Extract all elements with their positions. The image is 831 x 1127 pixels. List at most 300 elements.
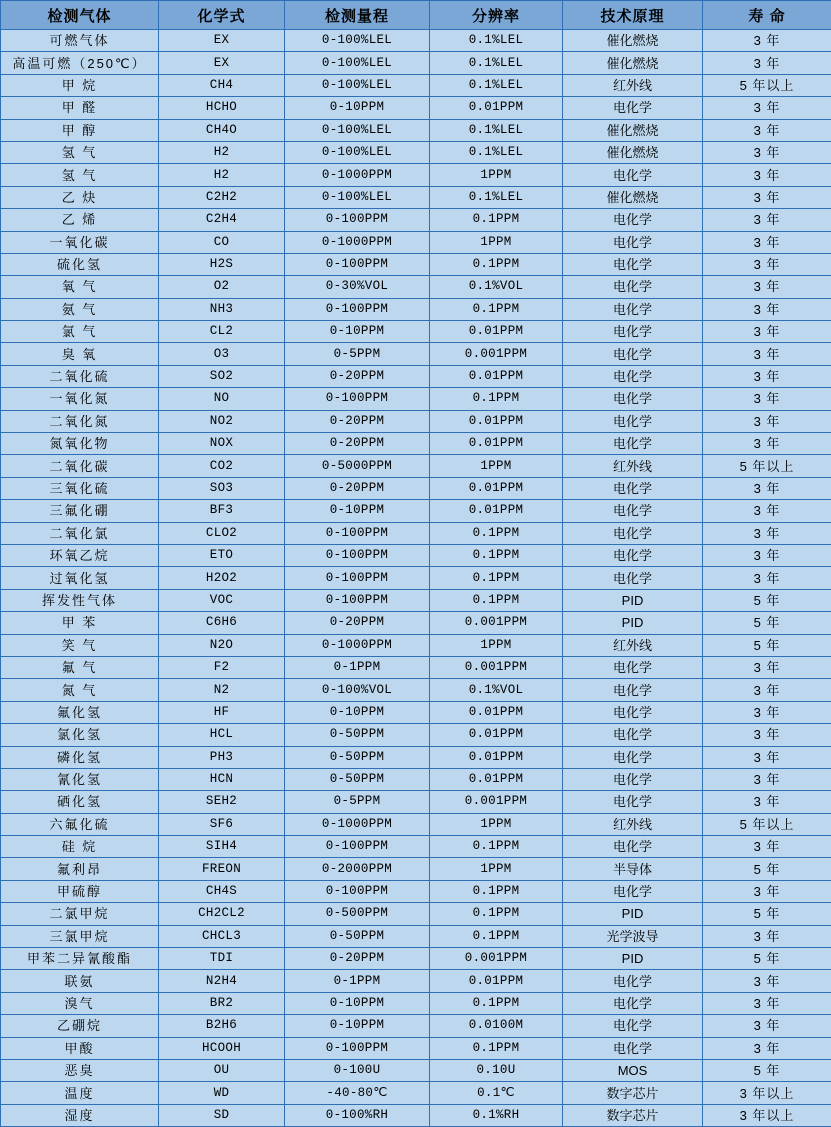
cell-range: 0-5PPM bbox=[285, 343, 430, 365]
table-row bbox=[1, 74, 831, 96]
table-row bbox=[1, 858, 831, 880]
cell-range: 0-100%LEL bbox=[285, 74, 430, 96]
cell-gas: 环氧乙烷 bbox=[1, 544, 159, 566]
cell-principle: 数字芯片 bbox=[563, 1082, 703, 1104]
table-row bbox=[1, 679, 831, 701]
cell-principle: 电化学 bbox=[563, 836, 703, 858]
cell-formula: CO bbox=[159, 231, 285, 253]
column-header-principle: 技术原理 bbox=[563, 1, 703, 30]
table-row bbox=[1, 836, 831, 858]
cell-range: 0-10PPM bbox=[285, 500, 430, 522]
cell-gas: 甲 苯 bbox=[1, 612, 159, 634]
cell-range: 0-50PPM bbox=[285, 768, 430, 790]
cell-resolution: 1PPM bbox=[430, 813, 563, 835]
cell-resolution: 0.1PPM bbox=[430, 567, 563, 589]
cell-gas: 硫化氢 bbox=[1, 253, 159, 275]
cell-formula: N2O bbox=[159, 634, 285, 656]
cell-formula: BR2 bbox=[159, 992, 285, 1014]
cell-resolution: 0.001PPM bbox=[430, 656, 563, 678]
table-row bbox=[1, 544, 831, 566]
cell-formula: BF3 bbox=[159, 500, 285, 522]
cell-range: 0-1000PPM bbox=[285, 634, 430, 656]
cell-resolution: 0.1%LEL bbox=[430, 52, 563, 74]
cell-gas: 一氧化碳 bbox=[1, 231, 159, 253]
cell-lifespan: 3 年 bbox=[703, 1015, 831, 1037]
cell-range: 0-10PPM bbox=[285, 701, 430, 723]
cell-gas: 三氯甲烷 bbox=[1, 925, 159, 947]
cell-formula: CH4S bbox=[159, 880, 285, 902]
cell-range: -40-80℃ bbox=[285, 1082, 430, 1104]
cell-principle: 电化学 bbox=[563, 388, 703, 410]
cell-lifespan: 5 年 bbox=[703, 903, 831, 925]
cell-resolution: 0.1PPM bbox=[430, 388, 563, 410]
column-header-lifespan: 寿 命 bbox=[703, 1, 831, 30]
cell-principle: 电化学 bbox=[563, 321, 703, 343]
cell-formula: WD bbox=[159, 1082, 285, 1104]
cell-formula: H2S bbox=[159, 253, 285, 275]
cell-lifespan: 3 年 bbox=[703, 231, 831, 253]
cell-resolution: 1PPM bbox=[430, 231, 563, 253]
cell-gas: 可燃气体 bbox=[1, 30, 159, 52]
cell-lifespan: 3 年 bbox=[703, 791, 831, 813]
cell-principle: 电化学 bbox=[563, 500, 703, 522]
cell-lifespan: 3 年 bbox=[703, 701, 831, 723]
cell-resolution: 0.1%LEL bbox=[430, 119, 563, 141]
cell-range: 0-100PPM bbox=[285, 298, 430, 320]
cell-lifespan: 3 年 bbox=[703, 544, 831, 566]
cell-formula: NO2 bbox=[159, 410, 285, 432]
table-row bbox=[1, 30, 831, 52]
cell-formula: CH4 bbox=[159, 74, 285, 96]
cell-lifespan: 3 年 bbox=[703, 186, 831, 208]
cell-formula: CH2CL2 bbox=[159, 903, 285, 925]
cell-range: 0-30%VOL bbox=[285, 276, 430, 298]
cell-principle: 电化学 bbox=[563, 1037, 703, 1059]
cell-gas: 甲酸 bbox=[1, 1037, 159, 1059]
cell-resolution: 0.1℃ bbox=[430, 1082, 563, 1104]
cell-range: 0-20PPM bbox=[285, 612, 430, 634]
table-row bbox=[1, 321, 831, 343]
cell-resolution: 0.01PPM bbox=[430, 746, 563, 768]
cell-range: 0-100PPM bbox=[285, 253, 430, 275]
cell-range: 0-100PPM bbox=[285, 1037, 430, 1059]
cell-resolution: 0.1PPM bbox=[430, 880, 563, 902]
cell-resolution: 0.1PPM bbox=[430, 253, 563, 275]
cell-range: 0-5PPM bbox=[285, 791, 430, 813]
cell-formula: HF bbox=[159, 701, 285, 723]
cell-lifespan: 5 年 bbox=[703, 612, 831, 634]
cell-gas: 氯化氢 bbox=[1, 724, 159, 746]
table-row bbox=[1, 365, 831, 387]
cell-range: 0-100PPM bbox=[285, 522, 430, 544]
cell-resolution: 0.1PPM bbox=[430, 298, 563, 320]
cell-gas: 乙 烯 bbox=[1, 209, 159, 231]
cell-lifespan: 3 年以上 bbox=[703, 1082, 831, 1104]
cell-gas: 氟 气 bbox=[1, 656, 159, 678]
table-row bbox=[1, 455, 831, 477]
cell-lifespan: 3 年以上 bbox=[703, 1104, 831, 1126]
cell-range: 0-2000PPM bbox=[285, 858, 430, 880]
cell-resolution: 0.1PPM bbox=[430, 903, 563, 925]
cell-lifespan: 3 年 bbox=[703, 679, 831, 701]
cell-formula: PH3 bbox=[159, 746, 285, 768]
cell-principle: 数字芯片 bbox=[563, 1104, 703, 1126]
cell-lifespan: 3 年 bbox=[703, 253, 831, 275]
cell-resolution: 0.01PPM bbox=[430, 433, 563, 455]
cell-lifespan: 3 年 bbox=[703, 119, 831, 141]
column-header-resolution: 分辨率 bbox=[430, 1, 563, 30]
cell-resolution: 0.1%LEL bbox=[430, 74, 563, 96]
cell-lifespan: 3 年 bbox=[703, 500, 831, 522]
table-row bbox=[1, 276, 831, 298]
cell-range: 0-1000PPM bbox=[285, 231, 430, 253]
cell-gas: 氢 气 bbox=[1, 141, 159, 163]
cell-gas: 氧 气 bbox=[1, 276, 159, 298]
cell-range: 0-1PPM bbox=[285, 970, 430, 992]
table-row bbox=[1, 970, 831, 992]
cell-range: 0-5000PPM bbox=[285, 455, 430, 477]
cell-formula: HCN bbox=[159, 768, 285, 790]
cell-resolution: 0.1PPM bbox=[430, 209, 563, 231]
cell-principle: 催化燃烧 bbox=[563, 186, 703, 208]
cell-gas: 甲 烷 bbox=[1, 74, 159, 96]
cell-resolution: 0.01PPM bbox=[430, 500, 563, 522]
table-row bbox=[1, 231, 831, 253]
cell-resolution: 0.1PPM bbox=[430, 544, 563, 566]
table-row bbox=[1, 1082, 831, 1104]
cell-principle: 电化学 bbox=[563, 746, 703, 768]
cell-range: 0-100%VOL bbox=[285, 679, 430, 701]
cell-resolution: 0.0100M bbox=[430, 1015, 563, 1037]
table-row bbox=[1, 768, 831, 790]
table-row bbox=[1, 388, 831, 410]
table-row bbox=[1, 343, 831, 365]
cell-range: 0-20PPM bbox=[285, 433, 430, 455]
cell-principle: 电化学 bbox=[563, 97, 703, 119]
cell-resolution: 0.1%LEL bbox=[430, 30, 563, 52]
cell-principle: PID bbox=[563, 948, 703, 970]
table-row bbox=[1, 477, 831, 499]
cell-lifespan: 5 年 bbox=[703, 589, 831, 611]
cell-resolution: 0.01PPM bbox=[430, 97, 563, 119]
cell-range: 0-100PPM bbox=[285, 567, 430, 589]
cell-formula: NOX bbox=[159, 433, 285, 455]
cell-range: 0-100%LEL bbox=[285, 30, 430, 52]
table-row bbox=[1, 567, 831, 589]
table-row bbox=[1, 500, 831, 522]
cell-lifespan: 3 年 bbox=[703, 925, 831, 947]
cell-formula: NO bbox=[159, 388, 285, 410]
cell-lifespan: 3 年 bbox=[703, 164, 831, 186]
cell-formula: HCL bbox=[159, 724, 285, 746]
cell-formula: TDI bbox=[159, 948, 285, 970]
cell-principle: 红外线 bbox=[563, 74, 703, 96]
cell-principle: 半导体 bbox=[563, 858, 703, 880]
cell-range: 0-100PPM bbox=[285, 388, 430, 410]
cell-formula: SF6 bbox=[159, 813, 285, 835]
cell-range: 0-500PPM bbox=[285, 903, 430, 925]
cell-principle: 电化学 bbox=[563, 477, 703, 499]
cell-principle: 红外线 bbox=[563, 813, 703, 835]
cell-formula: HCHO bbox=[159, 97, 285, 119]
cell-gas: 三氧化硫 bbox=[1, 477, 159, 499]
cell-range: 0-100PPM bbox=[285, 589, 430, 611]
cell-principle: 催化燃烧 bbox=[563, 119, 703, 141]
cell-formula: NH3 bbox=[159, 298, 285, 320]
cell-principle: 电化学 bbox=[563, 522, 703, 544]
cell-principle: 电化学 bbox=[563, 365, 703, 387]
cell-gas: 三氟化硼 bbox=[1, 500, 159, 522]
cell-formula: HCOOH bbox=[159, 1037, 285, 1059]
cell-lifespan: 5 年 bbox=[703, 1059, 831, 1081]
header-row bbox=[1, 1, 831, 30]
cell-principle: 催化燃烧 bbox=[563, 141, 703, 163]
cell-formula: H2 bbox=[159, 141, 285, 163]
table-row bbox=[1, 119, 831, 141]
cell-gas: 二氧化碳 bbox=[1, 455, 159, 477]
table-row bbox=[1, 701, 831, 723]
column-header-range: 检测量程 bbox=[285, 1, 430, 30]
cell-formula: SD bbox=[159, 1104, 285, 1126]
cell-range: 0-20PPM bbox=[285, 948, 430, 970]
cell-range: 0-10PPM bbox=[285, 992, 430, 1014]
cell-lifespan: 3 年 bbox=[703, 276, 831, 298]
cell-gas: 二氧化氮 bbox=[1, 410, 159, 432]
table-row bbox=[1, 992, 831, 1014]
table-row bbox=[1, 164, 831, 186]
cell-gas: 氮氧化物 bbox=[1, 433, 159, 455]
cell-resolution: 0.1%VOL bbox=[430, 679, 563, 701]
cell-gas: 挥发性气体 bbox=[1, 589, 159, 611]
cell-gas: 氨 气 bbox=[1, 298, 159, 320]
cell-resolution: 0.1PPM bbox=[430, 992, 563, 1014]
cell-formula: ETO bbox=[159, 544, 285, 566]
table-row bbox=[1, 880, 831, 902]
cell-lifespan: 3 年 bbox=[703, 1037, 831, 1059]
cell-principle: 电化学 bbox=[563, 970, 703, 992]
table-row bbox=[1, 612, 831, 634]
cell-lifespan: 3 年 bbox=[703, 141, 831, 163]
cell-lifespan: 3 年 bbox=[703, 30, 831, 52]
cell-resolution: 0.1PPM bbox=[430, 1037, 563, 1059]
cell-gas: 氰化氢 bbox=[1, 768, 159, 790]
table-row bbox=[1, 186, 831, 208]
cell-principle: 电化学 bbox=[563, 1015, 703, 1037]
cell-resolution: 0.01PPM bbox=[430, 477, 563, 499]
cell-gas: 氮 气 bbox=[1, 679, 159, 701]
table-row bbox=[1, 746, 831, 768]
table-row bbox=[1, 253, 831, 275]
cell-gas: 一氧化氮 bbox=[1, 388, 159, 410]
cell-formula: OU bbox=[159, 1059, 285, 1081]
cell-principle: MOS bbox=[563, 1059, 703, 1081]
cell-lifespan: 3 年 bbox=[703, 880, 831, 902]
cell-resolution: 0.01PPM bbox=[430, 410, 563, 432]
cell-principle: 电化学 bbox=[563, 298, 703, 320]
cell-lifespan: 5 年以上 bbox=[703, 74, 831, 96]
cell-range: 0-100PPM bbox=[285, 209, 430, 231]
cell-principle: 电化学 bbox=[563, 656, 703, 678]
cell-resolution: 0.01PPM bbox=[430, 365, 563, 387]
cell-lifespan: 5 年 bbox=[703, 948, 831, 970]
cell-lifespan: 3 年 bbox=[703, 209, 831, 231]
cell-formula: EX bbox=[159, 30, 285, 52]
cell-resolution: 0.001PPM bbox=[430, 343, 563, 365]
table-row bbox=[1, 433, 831, 455]
cell-gas: 乙硼烷 bbox=[1, 1015, 159, 1037]
table-header bbox=[1, 1, 831, 30]
cell-formula: O3 bbox=[159, 343, 285, 365]
cell-range: 0-10PPM bbox=[285, 321, 430, 343]
cell-resolution: 0.01PPM bbox=[430, 321, 563, 343]
cell-resolution: 0.01PPM bbox=[430, 724, 563, 746]
cell-formula: SO2 bbox=[159, 365, 285, 387]
table-row bbox=[1, 97, 831, 119]
cell-formula: CL2 bbox=[159, 321, 285, 343]
cell-resolution: 0.01PPM bbox=[430, 768, 563, 790]
cell-principle: 电化学 bbox=[563, 544, 703, 566]
table-row bbox=[1, 1059, 831, 1081]
cell-principle: 电化学 bbox=[563, 791, 703, 813]
cell-formula: SEH2 bbox=[159, 791, 285, 813]
cell-principle: 电化学 bbox=[563, 992, 703, 1014]
cell-formula: SO3 bbox=[159, 477, 285, 499]
column-header-formula: 化学式 bbox=[159, 1, 285, 30]
cell-lifespan: 3 年 bbox=[703, 970, 831, 992]
cell-resolution: 0.10U bbox=[430, 1059, 563, 1081]
cell-formula: SIH4 bbox=[159, 836, 285, 858]
cell-formula: C6H6 bbox=[159, 612, 285, 634]
cell-range: 0-20PPM bbox=[285, 477, 430, 499]
cell-gas: 二氧化硫 bbox=[1, 365, 159, 387]
cell-resolution: 1PPM bbox=[430, 858, 563, 880]
table-body bbox=[1, 30, 831, 1127]
cell-formula: H2 bbox=[159, 164, 285, 186]
cell-formula: F2 bbox=[159, 656, 285, 678]
cell-principle: 电化学 bbox=[563, 410, 703, 432]
cell-resolution: 1PPM bbox=[430, 455, 563, 477]
cell-range: 0-100%LEL bbox=[285, 141, 430, 163]
table-row bbox=[1, 925, 831, 947]
cell-resolution: 0.1PPM bbox=[430, 522, 563, 544]
cell-formula: CLO2 bbox=[159, 522, 285, 544]
cell-lifespan: 3 年 bbox=[703, 388, 831, 410]
cell-principle: 红外线 bbox=[563, 455, 703, 477]
cell-lifespan: 5 年以上 bbox=[703, 813, 831, 835]
cell-lifespan: 3 年 bbox=[703, 52, 831, 74]
cell-lifespan: 3 年 bbox=[703, 477, 831, 499]
table-row bbox=[1, 589, 831, 611]
cell-range: 0-20PPM bbox=[285, 365, 430, 387]
table-row bbox=[1, 903, 831, 925]
cell-range: 0-10PPM bbox=[285, 97, 430, 119]
table-row bbox=[1, 634, 831, 656]
cell-principle: 红外线 bbox=[563, 634, 703, 656]
cell-principle: PID bbox=[563, 903, 703, 925]
cell-gas: 六氟化硫 bbox=[1, 813, 159, 835]
cell-principle: 电化学 bbox=[563, 253, 703, 275]
cell-principle: 电化学 bbox=[563, 231, 703, 253]
cell-resolution: 1PPM bbox=[430, 634, 563, 656]
cell-lifespan: 5 年 bbox=[703, 634, 831, 656]
cell-resolution: 0.1%RH bbox=[430, 1104, 563, 1126]
cell-principle: 电化学 bbox=[563, 701, 703, 723]
cell-range: 0-1PPM bbox=[285, 656, 430, 678]
cell-principle: 电化学 bbox=[563, 209, 703, 231]
cell-principle: 电化学 bbox=[563, 880, 703, 902]
cell-resolution: 0.001PPM bbox=[430, 791, 563, 813]
column-header-gas: 检测气体 bbox=[1, 1, 159, 30]
cell-gas: 温度 bbox=[1, 1082, 159, 1104]
cell-gas: 溴气 bbox=[1, 992, 159, 1014]
cell-principle: 电化学 bbox=[563, 768, 703, 790]
table-row bbox=[1, 141, 831, 163]
cell-gas: 甲苯二异氰酸酯 bbox=[1, 948, 159, 970]
table-row bbox=[1, 522, 831, 544]
cell-gas: 过氧化氢 bbox=[1, 567, 159, 589]
cell-gas: 臭 氧 bbox=[1, 343, 159, 365]
cell-range: 0-100PPM bbox=[285, 880, 430, 902]
cell-resolution: 0.1PPM bbox=[430, 589, 563, 611]
cell-gas: 乙 炔 bbox=[1, 186, 159, 208]
cell-resolution: 1PPM bbox=[430, 164, 563, 186]
cell-range: 0-1000PPM bbox=[285, 164, 430, 186]
cell-principle: PID bbox=[563, 589, 703, 611]
cell-gas: 氯 气 bbox=[1, 321, 159, 343]
cell-formula: FREON bbox=[159, 858, 285, 880]
cell-resolution: 0.001PPM bbox=[430, 948, 563, 970]
cell-gas: 甲硫醇 bbox=[1, 880, 159, 902]
cell-principle: 电化学 bbox=[563, 164, 703, 186]
cell-gas: 硅 烷 bbox=[1, 836, 159, 858]
cell-formula: N2H4 bbox=[159, 970, 285, 992]
cell-principle: 电化学 bbox=[563, 343, 703, 365]
table-row bbox=[1, 813, 831, 835]
cell-resolution: 0.1PPM bbox=[430, 925, 563, 947]
cell-principle: 电化学 bbox=[563, 679, 703, 701]
cell-formula: CH4O bbox=[159, 119, 285, 141]
cell-lifespan: 3 年 bbox=[703, 522, 831, 544]
cell-resolution: 0.1%VOL bbox=[430, 276, 563, 298]
table-row bbox=[1, 1015, 831, 1037]
cell-principle: 电化学 bbox=[563, 433, 703, 455]
cell-principle: 电化学 bbox=[563, 276, 703, 298]
cell-lifespan: 3 年 bbox=[703, 410, 831, 432]
cell-range: 0-100%RH bbox=[285, 1104, 430, 1126]
cell-range: 0-100PPM bbox=[285, 836, 430, 858]
cell-range: 0-100U bbox=[285, 1059, 430, 1081]
table-row bbox=[1, 209, 831, 231]
cell-resolution: 0.01PPM bbox=[430, 701, 563, 723]
cell-lifespan: 3 年 bbox=[703, 365, 831, 387]
cell-lifespan: 3 年 bbox=[703, 298, 831, 320]
cell-lifespan: 3 年 bbox=[703, 97, 831, 119]
cell-gas: 甲 醇 bbox=[1, 119, 159, 141]
cell-formula: VOC bbox=[159, 589, 285, 611]
cell-gas: 甲 醛 bbox=[1, 97, 159, 119]
cell-gas: 二氧化氯 bbox=[1, 522, 159, 544]
cell-gas: 二氯甲烷 bbox=[1, 903, 159, 925]
cell-lifespan: 3 年 bbox=[703, 836, 831, 858]
cell-gas: 高温可燃（250℃） bbox=[1, 52, 159, 74]
cell-formula: C2H4 bbox=[159, 209, 285, 231]
cell-lifespan: 3 年 bbox=[703, 768, 831, 790]
cell-principle: 电化学 bbox=[563, 567, 703, 589]
cell-resolution: 0.1PPM bbox=[430, 836, 563, 858]
table-row bbox=[1, 1037, 831, 1059]
cell-resolution: 0.1%LEL bbox=[430, 186, 563, 208]
cell-gas: 磷化氢 bbox=[1, 746, 159, 768]
